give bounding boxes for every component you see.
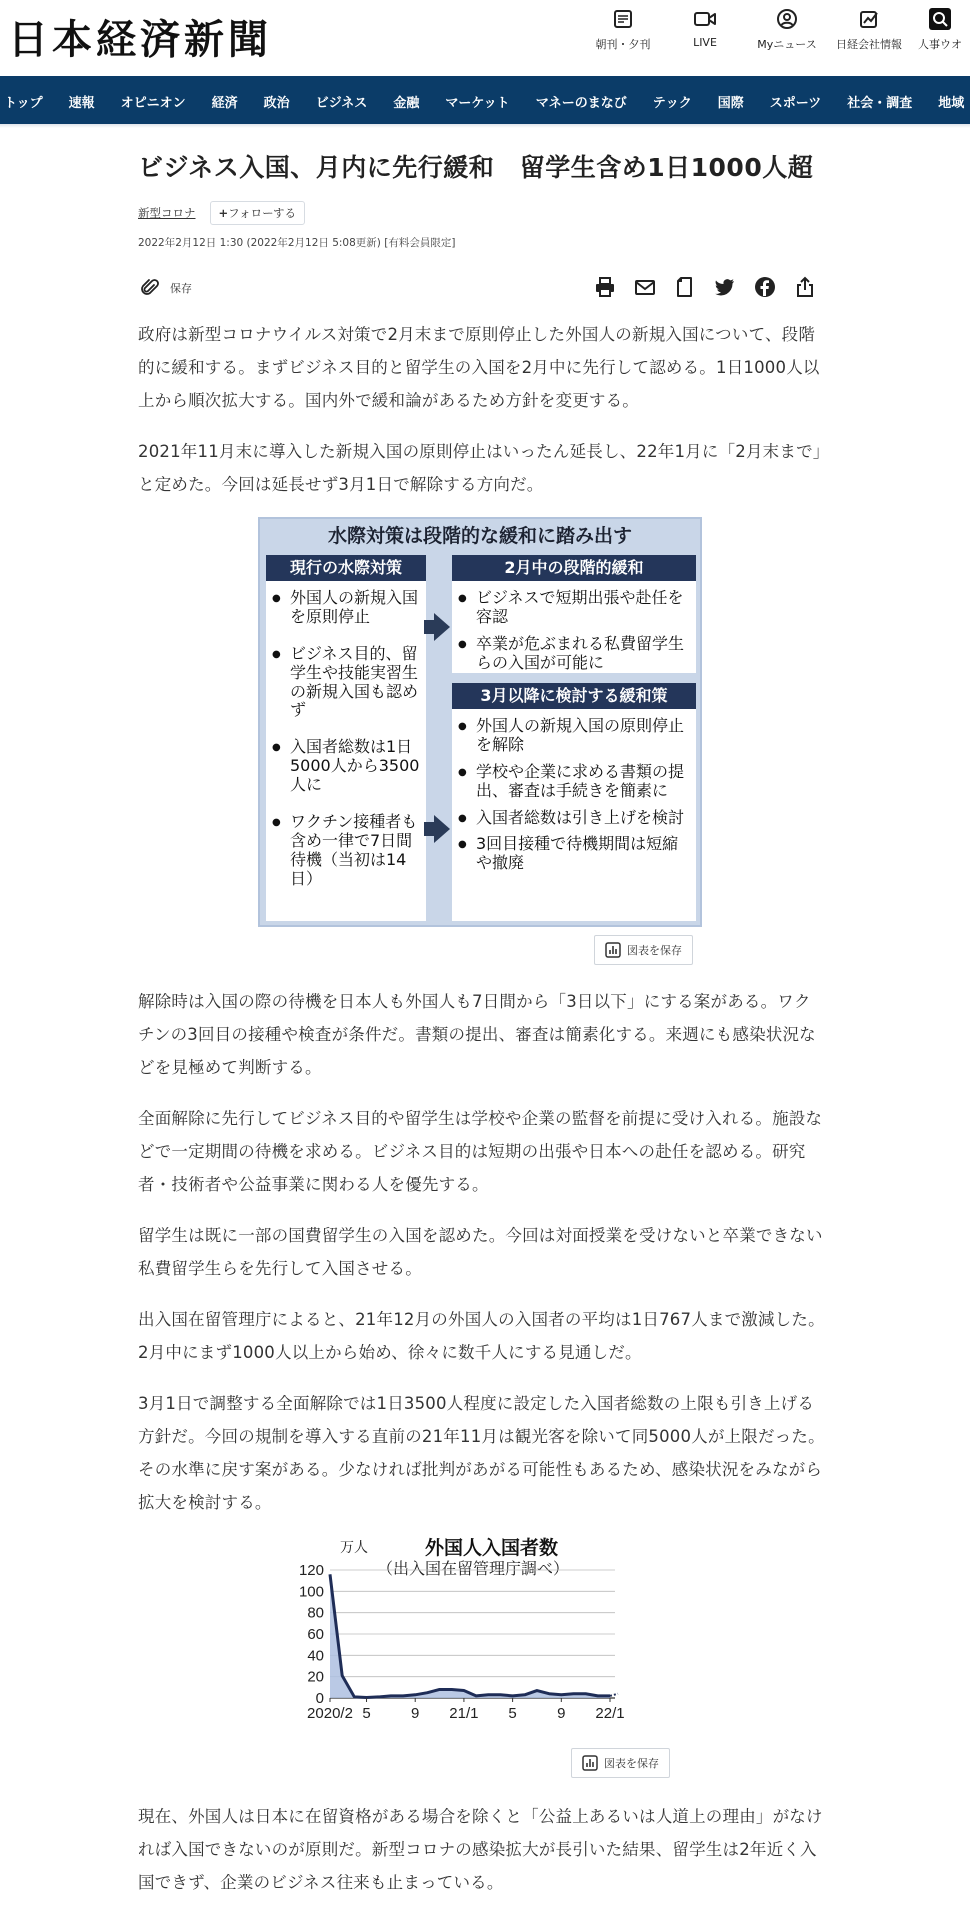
article-paragraph: 3月1日で調整する全面解除では1日3500人程度に設定した入国者総数の上限も引き上げる方針だ。今回の規制を導入する直前の21年11月は観光客を除いて同5000人が上限だった。その水準に戻す案がある。少なければ批判があがる可能性もあるため、感染状況をみながら拡大を検討する。 bbox=[138, 1394, 825, 1512]
nav-item-economy[interactable]: 経済 bbox=[211, 95, 238, 111]
x-tick-label: 21/1 bbox=[449, 1705, 479, 1722]
nav-item-top[interactable]: トップ bbox=[4, 95, 43, 111]
follow-label: フォローする bbox=[228, 206, 296, 220]
entrants-chart-svg bbox=[280, 1528, 680, 1748]
header-item-newspaper[interactable] bbox=[582, 8, 664, 52]
nav-item-sports[interactable]: スポーツ bbox=[769, 95, 822, 111]
header-item-mynews[interactable] bbox=[746, 8, 828, 52]
arrow-right-icon bbox=[434, 815, 450, 843]
march-easing-item: ● 入国者総数は引き上げを検討 bbox=[458, 809, 690, 828]
save-infographic-button[interactable] bbox=[594, 935, 693, 965]
mail-icon[interactable] bbox=[634, 276, 656, 298]
header-item-label: 人事ウオ bbox=[918, 38, 962, 51]
y-tick-label: 100 bbox=[298, 1583, 324, 1601]
print-icon[interactable] bbox=[594, 276, 616, 298]
nav-item-markets[interactable]: マーケット bbox=[445, 95, 510, 111]
article-title: ビジネス入国、月内に先行緩和 留学生含め1日1000人超 bbox=[138, 153, 814, 182]
y-tick-label: 20 bbox=[307, 1668, 324, 1686]
nav-item-business[interactable]: ビジネス bbox=[315, 95, 368, 111]
nav-item-breaking[interactable]: 速報 bbox=[68, 95, 95, 111]
nav-item-finance[interactable]: 金融 bbox=[393, 95, 420, 111]
article-paragraph: 2021年11月末に導入した新規入国の原則停止はいったん延長し、22年1月に「2月末まで」と定めた。今回は延長せず3月1日で解除する方向だ。 bbox=[138, 442, 822, 494]
header-item-label: Myニュース bbox=[757, 38, 817, 51]
newspaper-icon bbox=[612, 8, 634, 30]
nav-item-regional[interactable]: 地域 bbox=[938, 95, 965, 111]
header-icon-bar bbox=[582, 8, 970, 52]
save-figure-label: 図表を保存 bbox=[627, 944, 682, 957]
article-paragraph: 解除時は入国の際の待機を日本人も外国人も7日間から「3日以下」にする案がある。ワクチンの3回目の接種や検査が条件だ。書類の提出、審査は簡素化する。来週にも感染状況などを見極めて判断する。 bbox=[138, 992, 816, 1077]
video-icon bbox=[693, 8, 717, 30]
article-paragraph: 出入国在留管理庁によると、21年12月の外国人の入国者の平均は1日767人まで激減した。2月中にまず1000人以上から始め、徐々に数千人にする見通しだ。 bbox=[138, 1310, 825, 1362]
header-item-live[interactable] bbox=[664, 8, 746, 52]
y-tick-label: 120 bbox=[298, 1562, 324, 1579]
article-body-continued bbox=[138, 985, 826, 1519]
main-nav bbox=[0, 76, 970, 124]
nav-item-opinion[interactable]: オピニオン bbox=[120, 95, 186, 111]
current-measure-item: ● ビジネス目的、留学生や技能実習生の新規入国も認めず bbox=[272, 645, 420, 721]
paperclip-icon bbox=[140, 278, 160, 298]
infographic-title: 水際対策は段階的な緩和に踏み出す bbox=[327, 525, 632, 547]
february-easing-header: 2月中の段階的緩和 bbox=[452, 555, 696, 581]
y-tick-label: 60 bbox=[307, 1626, 324, 1643]
march-easing-item: ● 3回目接種で待機期間は短縮や撤廃 bbox=[458, 835, 690, 873]
bar-chart-icon bbox=[582, 1755, 598, 1771]
follow-button[interactable] bbox=[210, 201, 306, 225]
article-paragraph: 現在、外国人は日本に在留資格がある場合を除くと「公益上あるいは人道上の理由」がなければ入国できないのが原則だ。新型コロナの感染拡大が長引いた結果、留学生は2年近く入国できず、企業のビジネス往来も止まっている。 bbox=[138, 1807, 823, 1892]
nav-shadow bbox=[0, 124, 970, 128]
series-projection bbox=[610, 1694, 618, 1696]
x-tick-label: 5 bbox=[362, 1705, 371, 1722]
current-measure-item: ● ワクチン接種者も含め一律で7日間待機（当初は14日） bbox=[272, 813, 420, 889]
nav-item-money[interactable]: マネーのまなび bbox=[535, 95, 627, 111]
chart-title: 外国人入国者数 bbox=[425, 1538, 559, 1559]
x-tick-label: 22/1 bbox=[595, 1705, 625, 1722]
share-icon[interactable] bbox=[794, 276, 816, 298]
march-easing-item: ● 外国人の新規入国の原則停止を解除 bbox=[458, 717, 690, 755]
current-measures-panel bbox=[266, 555, 426, 921]
current-measure-item: ● 外国人の新規入国を原則停止 bbox=[272, 589, 420, 627]
x-tick-label: 9 bbox=[557, 1705, 566, 1722]
infographic bbox=[258, 517, 702, 927]
user-icon bbox=[776, 8, 798, 30]
chart-ylabel: 万人 bbox=[340, 1539, 368, 1555]
nav-item-international[interactable]: 国際 bbox=[717, 95, 744, 111]
y-tick-label: 40 bbox=[307, 1647, 324, 1665]
topic-link[interactable]: 新型コロナ bbox=[138, 206, 196, 220]
february-easing-panel bbox=[452, 555, 696, 673]
nav-item-society[interactable]: 社会・調査 bbox=[847, 95, 913, 111]
article bbox=[138, 150, 826, 501]
february-easing-item: ● 卒業が危ぶまれる私費留学生らの入国が可能に bbox=[458, 635, 690, 673]
nav-item-politics[interactable]: 政治 bbox=[263, 95, 290, 111]
header-item-label: LIVE bbox=[693, 36, 717, 49]
header-item-label: 朝刊・夕刊 bbox=[595, 38, 651, 51]
article-toolbar bbox=[138, 274, 826, 304]
entrants-chart bbox=[280, 1528, 680, 1748]
nav-item-tech[interactable]: テック bbox=[652, 95, 692, 111]
search-icon bbox=[929, 8, 951, 30]
march-easing-panel bbox=[452, 683, 696, 921]
article-paragraph: 政府は新型コロナウイルス対策で2月末まで原則停止した外国人の新規入国について、段階的に緩和する。まずビジネス目的と留学生の入国を2月中に先行して認める。1日1000人以上から順次拡大する。国内外で緩和論があるため方針を変更する。 bbox=[138, 325, 820, 410]
current-measures-header: 現行の水際対策 bbox=[266, 555, 426, 581]
march-easing-header: 3月以降に検討する緩和策 bbox=[452, 683, 696, 709]
chart-subtitle: （出入国在留管理庁調べ） bbox=[377, 1561, 570, 1578]
x-tick-label: 9 bbox=[411, 1705, 420, 1722]
chart-pen-icon bbox=[858, 8, 880, 30]
current-measure-item: ● 入国者総数は1日5000人から3500人に bbox=[272, 738, 420, 795]
facebook-icon[interactable] bbox=[754, 276, 776, 298]
article-body-final bbox=[138, 1800, 826, 1899]
header-item-personnel[interactable] bbox=[910, 8, 970, 52]
share-bar bbox=[594, 276, 816, 298]
y-tick-label: 80 bbox=[307, 1604, 324, 1622]
twitter-icon[interactable] bbox=[714, 276, 736, 298]
plus-icon: + bbox=[218, 206, 229, 220]
save-chart-button[interactable] bbox=[571, 1748, 670, 1778]
article-meta bbox=[138, 201, 826, 225]
publish-date: 2022年2月12日 1:30 (2022年2月12日 5:08更新) [有料会員限定] bbox=[138, 237, 456, 249]
arrow-right-icon bbox=[434, 613, 450, 641]
save-figure-label: 図表を保存 bbox=[604, 1757, 659, 1770]
save-article-button[interactable] bbox=[140, 278, 192, 298]
article-paragraph: 留学生は既に一部の国費留学生の入国を認めた。今回は対面授業を受けないと卒業できない私費留学生らを先行して入国させる。 bbox=[138, 1226, 823, 1278]
march-easing-item: ● 学校や企業に求める書類の提出、審査は手続きを簡素に bbox=[458, 763, 690, 801]
header-item-company-info[interactable] bbox=[828, 8, 910, 52]
february-easing-item: ● ビジネスで短期出張や赴任を容認 bbox=[458, 589, 690, 627]
article-paragraph: 全面解除に先行してビジネス目的や留学生は学校や企業の監督を前提に受け入れる。施設などで一定期間の待機を求める。ビジネス目的は短期の出張や日本への赴任を認める。研究者・技術者や公益事業に関わる人を優先する。 bbox=[138, 1109, 823, 1194]
series-line bbox=[330, 1574, 610, 1697]
header-item-label: 日経会社情報 bbox=[836, 38, 902, 51]
series-area bbox=[330, 1574, 610, 1698]
bar-chart-icon bbox=[605, 942, 621, 958]
site-logo[interactable]: 日本経済新聞 bbox=[8, 16, 272, 63]
save-label: 保存 bbox=[170, 282, 192, 295]
y-tick-label: 0 bbox=[315, 1690, 324, 1707]
site-header bbox=[0, 0, 970, 74]
x-tick-label: 5 bbox=[508, 1705, 517, 1722]
bookmark-page-icon[interactable] bbox=[674, 276, 696, 298]
x-tick-label: 2020/2 bbox=[307, 1705, 353, 1722]
